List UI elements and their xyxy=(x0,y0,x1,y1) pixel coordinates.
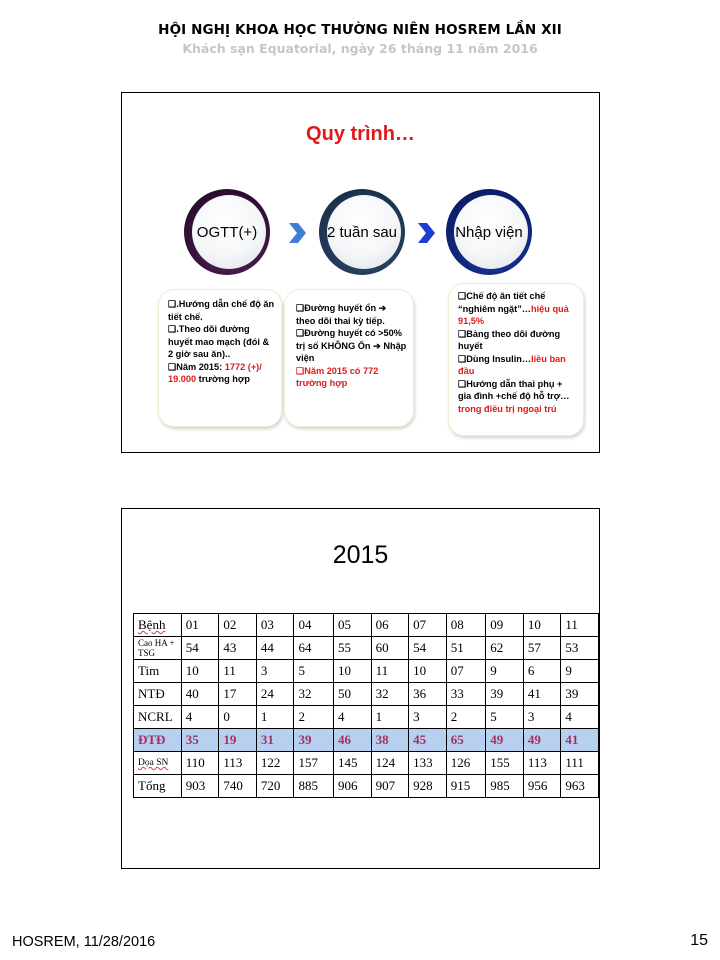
table-cell: 5 xyxy=(486,706,524,729)
table-cell: 1 xyxy=(371,706,409,729)
table-cell: 10 xyxy=(333,660,371,683)
table-cell: 50 xyxy=(333,683,371,706)
slide2-title: 2015 xyxy=(332,541,389,569)
table-cell: 4 xyxy=(181,706,219,729)
table-cell: 122 xyxy=(256,752,294,775)
table-cell: 31 xyxy=(256,729,294,752)
box3-line3 xyxy=(458,353,577,378)
table-cell: 17 xyxy=(219,683,257,706)
table-cell: 53 xyxy=(561,637,599,660)
table-cell: 65 xyxy=(446,729,486,752)
table-cell: 740 xyxy=(219,775,257,798)
step-circle-admission xyxy=(446,189,532,275)
table-cell: 60 xyxy=(371,637,409,660)
table-cell: 985 xyxy=(486,775,524,798)
step-label-2: 2 tuần sau xyxy=(326,224,398,241)
table-cell: 44 xyxy=(256,637,294,660)
table-cell: 06 xyxy=(371,614,409,637)
table-cell: 4 xyxy=(333,706,371,729)
table-cell: 5 xyxy=(294,660,334,683)
table-cell: 155 xyxy=(486,752,524,775)
table-cell: 903 xyxy=(181,775,219,798)
table-cell: 51 xyxy=(446,637,486,660)
table-cell: 57 xyxy=(523,637,561,660)
table-row xyxy=(134,729,599,752)
table-cell: 111 xyxy=(561,752,599,775)
table-cell: 956 xyxy=(523,775,561,798)
table-cell: 1 xyxy=(256,706,294,729)
table-cell: 928 xyxy=(409,775,447,798)
box1-line2: ❑.Theo dõi đường huyết mao mạch (đói & 2 giờ sau ăn).. xyxy=(168,324,270,359)
box3-line2: ❑Bảng theo dõi đường huyết xyxy=(458,328,561,351)
table-cell: 720 xyxy=(256,775,294,798)
table-row xyxy=(134,614,599,637)
table-cell: 11 xyxy=(561,614,599,637)
box3-line1-prefix: ❑Chế độ ăn tiết chế “nghiêm ngặt”… xyxy=(458,291,546,314)
table-cell: 2 xyxy=(446,706,486,729)
table-cell: 3 xyxy=(409,706,447,729)
table-cell: 915 xyxy=(446,775,486,798)
table-cell: 04 xyxy=(294,614,334,637)
box3-line1-red: hiệu quả 91,5% xyxy=(458,303,569,326)
info-box-ogtt xyxy=(158,289,282,427)
statistics-table xyxy=(133,613,599,798)
table-cell: 906 xyxy=(333,775,371,798)
conference-title: HỘI NGHỊ KHOA HỌC THƯỜNG NIÊN HOSREM LẦN XII xyxy=(158,22,562,38)
box1-line3-suffix: trường hợp xyxy=(196,374,251,384)
step-label-1: OGTT(+) xyxy=(196,224,258,241)
table-cell: 32 xyxy=(371,683,409,706)
row-label: Dọa SN xyxy=(134,752,182,775)
page-number: 15 xyxy=(690,932,708,949)
table-cell: 3 xyxy=(256,660,294,683)
box1-line3-red: 1772 (+)/ 19.000 xyxy=(168,361,262,384)
slide-process xyxy=(121,92,600,453)
table-cell: 126 xyxy=(446,752,486,775)
box3-line3-prefix: ❑Dùng Insulin… xyxy=(458,353,532,364)
table-cell: 02 xyxy=(219,614,257,637)
box2-line3: ❑Năm 2015 có 772 trường hợp xyxy=(296,365,379,388)
table-cell: 39 xyxy=(486,683,524,706)
table-cell: 33 xyxy=(446,683,486,706)
table-cell: 6 xyxy=(523,660,561,683)
table-cell: 885 xyxy=(294,775,334,798)
table-cell: 145 xyxy=(333,752,371,775)
table-cell: 124 xyxy=(371,752,409,775)
table-row xyxy=(134,775,599,798)
box1-line3-prefix: ❑Năm 2015: xyxy=(168,361,225,372)
table-cell: 963 xyxy=(561,775,599,798)
table-cell: 2 xyxy=(294,706,334,729)
table-cell: 49 xyxy=(523,729,561,752)
table-cell: 07 xyxy=(409,614,447,637)
info-box-admission xyxy=(448,283,584,436)
table-cell: 35 xyxy=(181,729,219,752)
table-cell: 41 xyxy=(561,729,599,752)
table-cell: 4 xyxy=(561,706,599,729)
row-label: NCRL xyxy=(134,706,182,729)
step-circle-2-weeks xyxy=(319,189,405,275)
table-cell: 43 xyxy=(219,637,257,660)
table-cell: 113 xyxy=(523,752,561,775)
table-cell: 10 xyxy=(181,660,219,683)
table-cell: 07 xyxy=(446,660,486,683)
table-cell: 24 xyxy=(256,683,294,706)
table-cell: 45 xyxy=(409,729,447,752)
table-cell: 133 xyxy=(409,752,447,775)
table-row xyxy=(134,706,599,729)
table-row xyxy=(134,660,599,683)
box1-line3 xyxy=(168,361,275,386)
table-cell: 39 xyxy=(294,729,334,752)
table-cell: 49 xyxy=(486,729,524,752)
table-cell: 10 xyxy=(523,614,561,637)
table-cell: 113 xyxy=(219,752,257,775)
table-cell: 11 xyxy=(219,660,257,683)
box3-line4-prefix: ❑Hướng dẫn thai phụ + gia đình +chế độ hỗ trợ… xyxy=(458,378,570,401)
step-circle-ogtt xyxy=(184,189,270,275)
table-cell: 38 xyxy=(371,729,409,752)
box3-line4-red: trong điều trị ngoại trú xyxy=(458,403,557,414)
row-label: Cao HA + TSG xyxy=(134,637,182,660)
table-cell: 9 xyxy=(561,660,599,683)
info-box-2-weeks xyxy=(284,289,414,427)
table-cell: 03 xyxy=(256,614,294,637)
slide1-title: Quy trình… xyxy=(306,123,415,145)
row-label: Tổng xyxy=(134,775,182,798)
table-row xyxy=(134,752,599,775)
row-label: NTĐ xyxy=(134,683,182,706)
table-cell: 10 xyxy=(409,660,447,683)
box3-line3-red: liều ban đầu xyxy=(458,353,566,376)
table-cell: 62 xyxy=(486,637,524,660)
box2-line1: ❑Đường huyết ổn ➔ theo dõi thai kỳ tiếp. xyxy=(296,303,387,326)
footer-date: HOSREM, 11/28/2016 xyxy=(12,934,156,950)
row-label: Bệnh xyxy=(134,614,182,637)
box1-line1: ❑.Hướng dẫn chế độ ăn tiết chế. xyxy=(168,299,275,322)
table-cell: 110 xyxy=(181,752,219,775)
row-label: ĐTĐ xyxy=(134,729,182,752)
row-label: Tim xyxy=(134,660,182,683)
table-cell: 40 xyxy=(181,683,219,706)
table-cell: 3 xyxy=(523,706,561,729)
table-cell: 36 xyxy=(409,683,447,706)
table-row xyxy=(134,683,599,706)
table-cell: 157 xyxy=(294,752,334,775)
table-cell: 55 xyxy=(333,637,371,660)
table-cell: 32 xyxy=(294,683,334,706)
table-cell: 39 xyxy=(561,683,599,706)
table-cell: 01 xyxy=(181,614,219,637)
step-label-3: Nhập viện xyxy=(455,224,523,241)
box2-line2: ❑Đường huyết có >50% trị số KHÔNG Ổn ➔ Nhập viện xyxy=(296,328,407,363)
conference-subtitle: Khách sạn Equatorial, ngày 26 tháng 11 năm 2016 xyxy=(182,41,538,56)
table-cell: 08 xyxy=(446,614,486,637)
box3-line4 xyxy=(458,378,577,416)
table-cell: 41 xyxy=(523,683,561,706)
table-cell: 907 xyxy=(371,775,409,798)
table-cell: 46 xyxy=(333,729,371,752)
table-cell: 64 xyxy=(294,637,334,660)
table-cell: 19 xyxy=(219,729,257,752)
table-cell: 54 xyxy=(409,637,447,660)
table-cell: 05 xyxy=(333,614,371,637)
table-cell: 0 xyxy=(219,706,257,729)
table-cell: 54 xyxy=(181,637,219,660)
table-cell: 09 xyxy=(486,614,524,637)
box3-line1 xyxy=(458,290,577,328)
table-cell: 9 xyxy=(486,660,524,683)
table-row xyxy=(134,637,599,660)
slide-statistics-2015 xyxy=(121,508,600,869)
table-cell: 11 xyxy=(371,660,409,683)
